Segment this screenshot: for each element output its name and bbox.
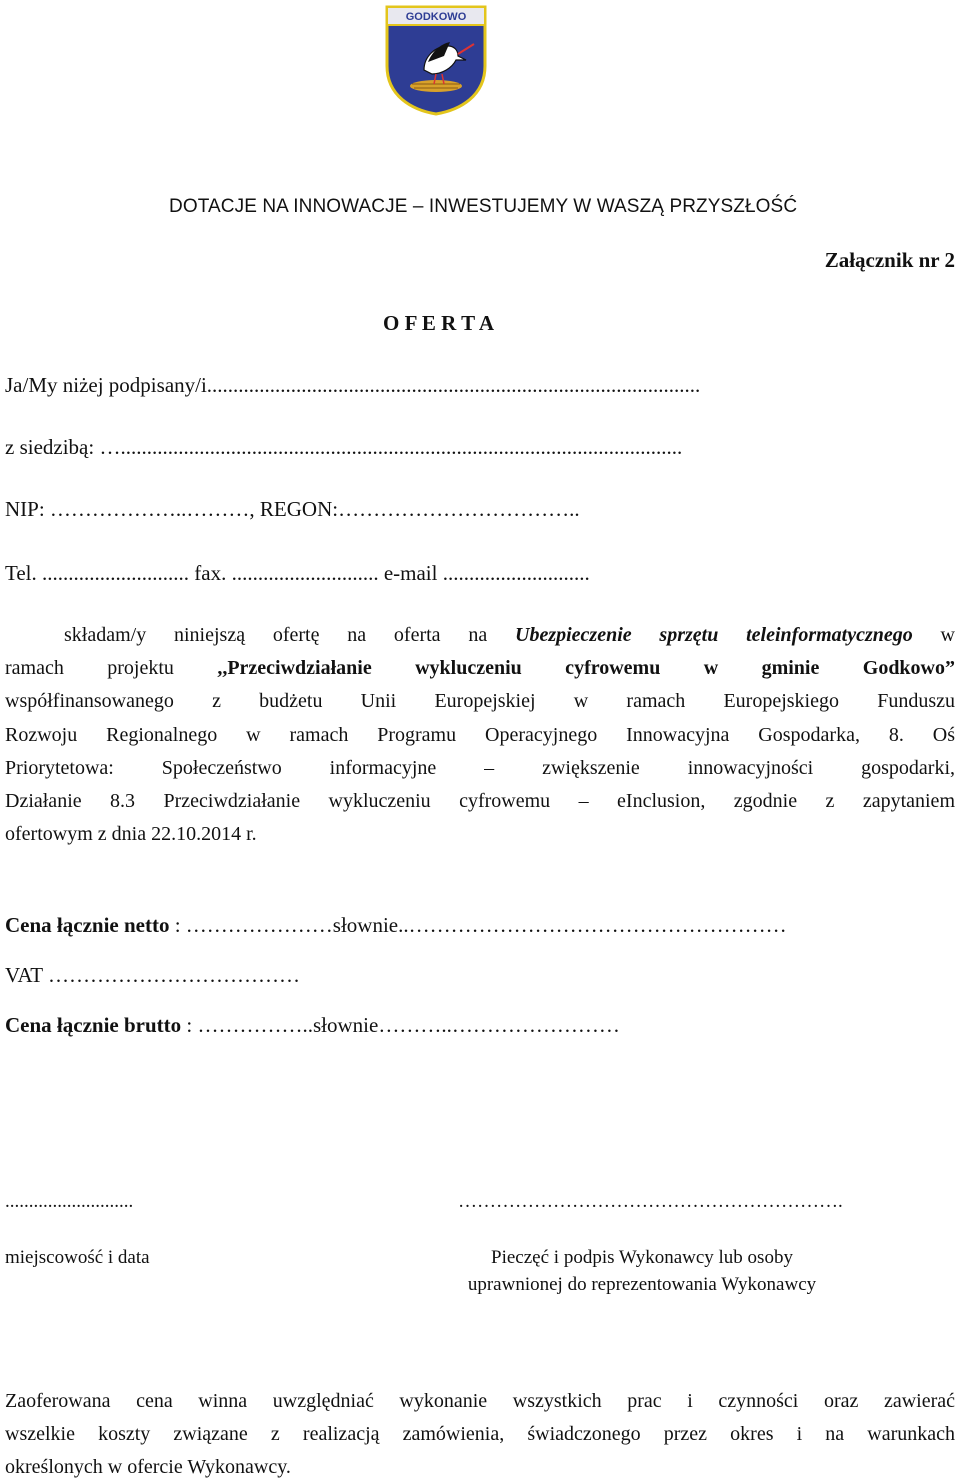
- place-date-label: miejscowość i data: [5, 1247, 150, 1268]
- footer-line-1: Zaoferowana cena winna uwzględniać wykonanie wszystkich prac i czynności oraz zawierać: [5, 1390, 955, 1412]
- net-price-row: Cena łącznie netto : …………………słownie..………………………………………………: [5, 913, 787, 937]
- nip-regon-field: NIP: ………………..………, REGON:……………………………..: [5, 497, 580, 521]
- vat-row: VAT ………………………………: [5, 963, 300, 987]
- place-date-dots: ...........................: [5, 1191, 134, 1212]
- crest-text: GODKOWO: [405, 11, 467, 23]
- body-line-3: współfinansowanego z budżetu Unii Europejskiej w ramach Europejskiego Funduszu: [5, 690, 955, 712]
- gross-price-row: Cena łącznie brutto : ……………..słownie………..……………………: [5, 1013, 620, 1037]
- footer-line-2: wszelkie koszty związane z realizacją zamówienia, świadczonego przez okres i na warunkach: [5, 1423, 955, 1445]
- body-line-1: składam/y niniejszą ofertę na oferta na Ubezpieczenie sprzętu teleinformatycznego w: [64, 624, 955, 646]
- stamp-label-line-1: Pieczęć i podpis Wykonawcy lub osoby: [491, 1247, 793, 1268]
- stamp-label-line-2: uprawnionej do reprezentowania Wykonawcy: [467, 1274, 817, 1295]
- attachment-label: Załącznik nr 2: [824, 248, 955, 272]
- body-line-7: ofertowym z dnia 22.10.2014 r.: [5, 823, 257, 845]
- footer-line-3: określonych w ofercie Wykonawcy.: [5, 1456, 291, 1478]
- stamp-dots: …………………………………………………….: [458, 1191, 843, 1212]
- godkowo-crest-logo: [384, 4, 488, 116]
- body-line-4: Rozwoju Regionalnego w ramach Programu Operacyjnego Innowacyjna Gospodarka, 8. Oś: [5, 724, 955, 746]
- contact-field: Tel. ............................ fax. ............................ e-mail ............................: [5, 561, 590, 585]
- offer-title: O F E R T A: [383, 311, 495, 335]
- body-line-5: Priorytetowa: Społeczeństwo informacyjne – zwiększenie innowacyjności gospodarki,: [5, 757, 955, 779]
- body-line-2: ramach projektu ,,Przeciwdziałanie wykluczeniu cyfrowemu w gminie Godkowo”: [5, 657, 956, 679]
- header-banner: DOTACJE NA INNOWACJE – INWESTUJEMY W WASZĄ PRZYSZŁOŚĆ: [169, 196, 798, 217]
- body-line-6: Działanie 8.3 Przeciwdziałanie wykluczeniu cyfrowemu – eInclusion, zgodnie z zapytaniem: [5, 790, 955, 812]
- signatory-field: Ja/My niżej podpisany/i..............................................................................................: [5, 373, 701, 397]
- seat-field: z siedzibą: …...........................................................................................................: [5, 435, 683, 459]
